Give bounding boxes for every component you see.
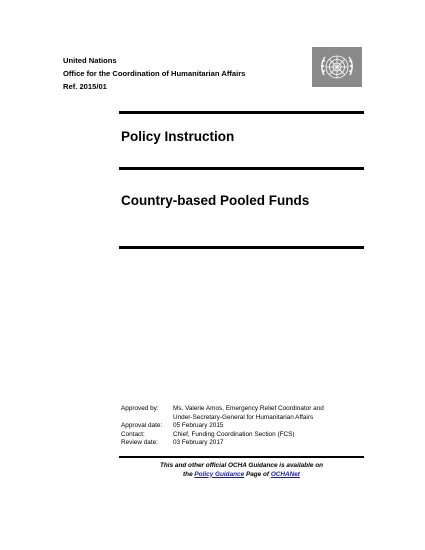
- subtitle-rule: [119, 246, 364, 249]
- approved-by-row-continued: [121, 414, 373, 423]
- page-title: Policy Instruction: [121, 129, 235, 144]
- approved-by-value: Ms. Valerie Amos, Emergency Relief Coordinator and: [173, 405, 324, 412]
- contact-value: Chief, Funding Coordination Section (FCS): [173, 430, 295, 438]
- contact-label: Contact:: [121, 430, 145, 438]
- footer-line-1: This and other official OCHA Guidance is available on: [160, 462, 323, 469]
- top-rule: [119, 111, 364, 114]
- approved-by-value-continued: Under-Secretary-General for Humanitarian Affairs: [173, 413, 314, 421]
- footer-prefix: the: [183, 470, 193, 478]
- title-divider: [119, 167, 364, 170]
- approval-date-label: Approval date:: [121, 422, 163, 429]
- contact-row: [121, 431, 373, 440]
- footer-middle: Page of: [245, 470, 270, 478]
- review-date-label: Review date:: [121, 439, 158, 446]
- guidance-footer: [119, 462, 364, 479]
- org-name: United Nations: [63, 56, 117, 65]
- reference-number: Ref. 2015/01: [63, 82, 107, 91]
- approval-date-value: 05 February 2015: [173, 422, 224, 429]
- approved-by-row: [121, 405, 373, 414]
- footer-rule: [119, 456, 364, 458]
- office-name: Office for the Coordination of Humanitarian Affairs: [63, 69, 246, 78]
- approved-by-label: Approved by:: [121, 405, 159, 412]
- approval-date-row: [121, 422, 373, 431]
- header-block: [63, 54, 245, 93]
- review-date-value: 03 February 2017: [173, 439, 224, 446]
- un-emblem-icon: [312, 47, 362, 87]
- policy-guidance-link[interactable]: Policy Guidance: [194, 470, 245, 478]
- ochanet-link[interactable]: OCHANet: [270, 470, 300, 478]
- review-date-row: [121, 439, 373, 448]
- footer-line-2: [119, 471, 364, 480]
- approval-metadata: [121, 405, 373, 448]
- document-subtitle: Country-based Pooled Funds: [121, 193, 310, 208]
